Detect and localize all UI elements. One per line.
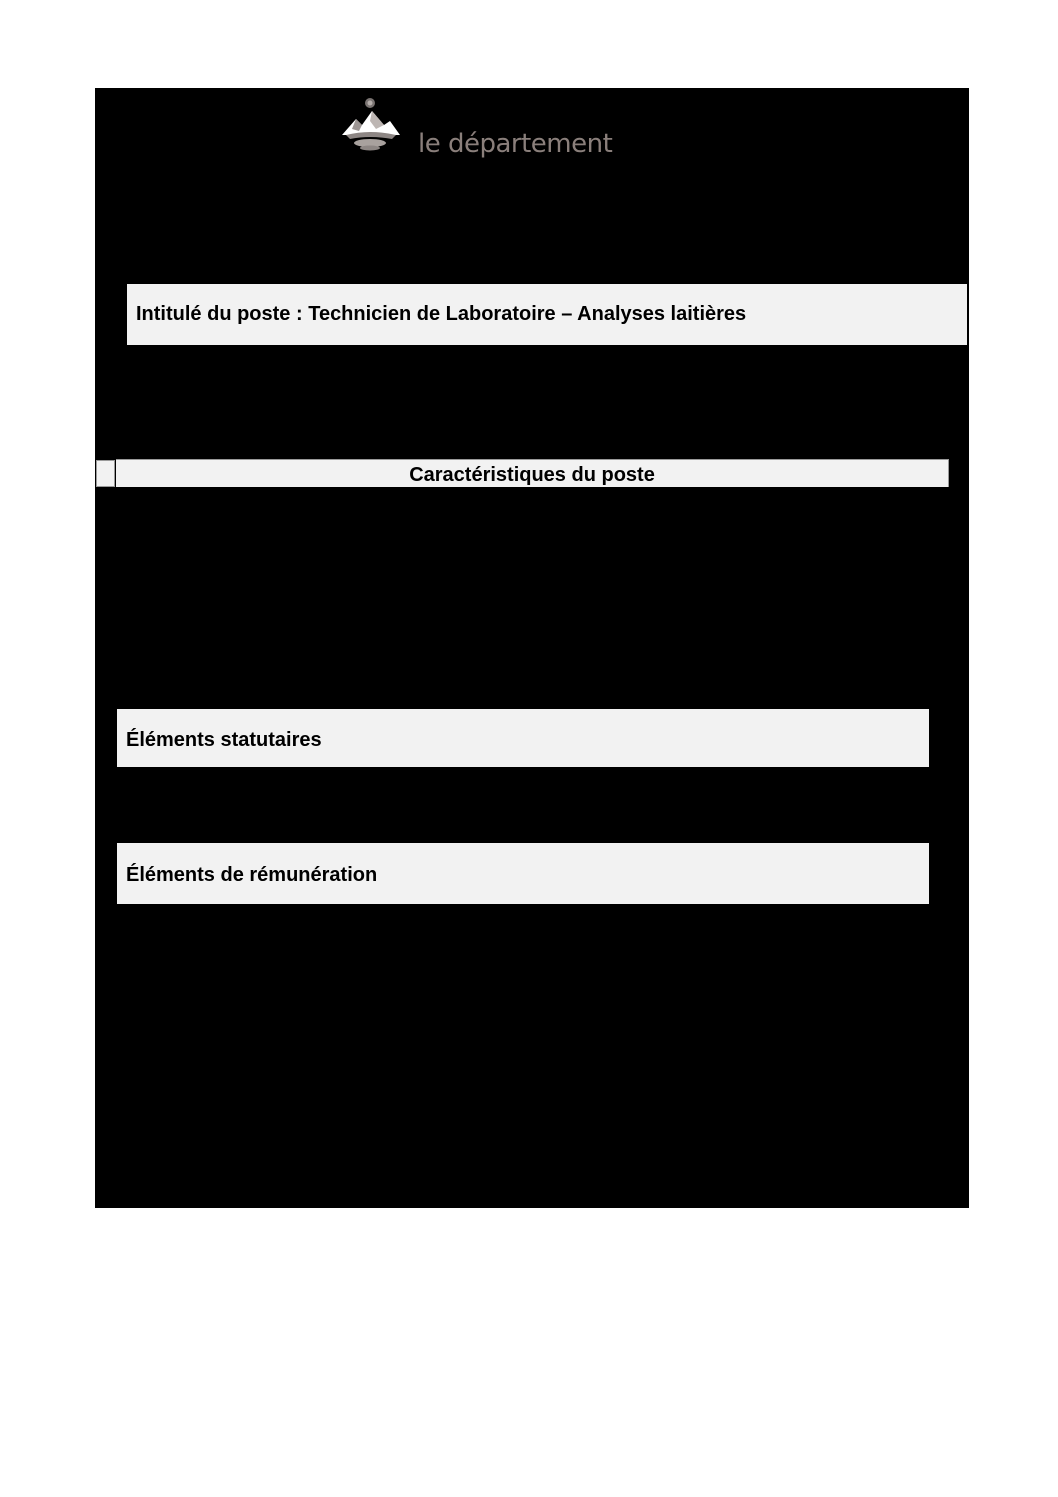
statutory-heading: Éléments statutaires xyxy=(117,709,929,767)
department-logo xyxy=(340,95,620,165)
characteristics-heading: Caractéristiques du poste xyxy=(116,459,949,487)
job-title-heading: Intitulé du poste : Technicien de Laboratoire – Analyses laitières xyxy=(127,284,967,345)
remuneration-heading: Éléments de rémunération xyxy=(117,843,929,904)
logo-text: le département xyxy=(418,129,613,159)
document-dark-block xyxy=(95,88,969,1208)
characteristics-side-cell xyxy=(96,460,115,487)
mountain-logo-icon xyxy=(340,95,402,155)
